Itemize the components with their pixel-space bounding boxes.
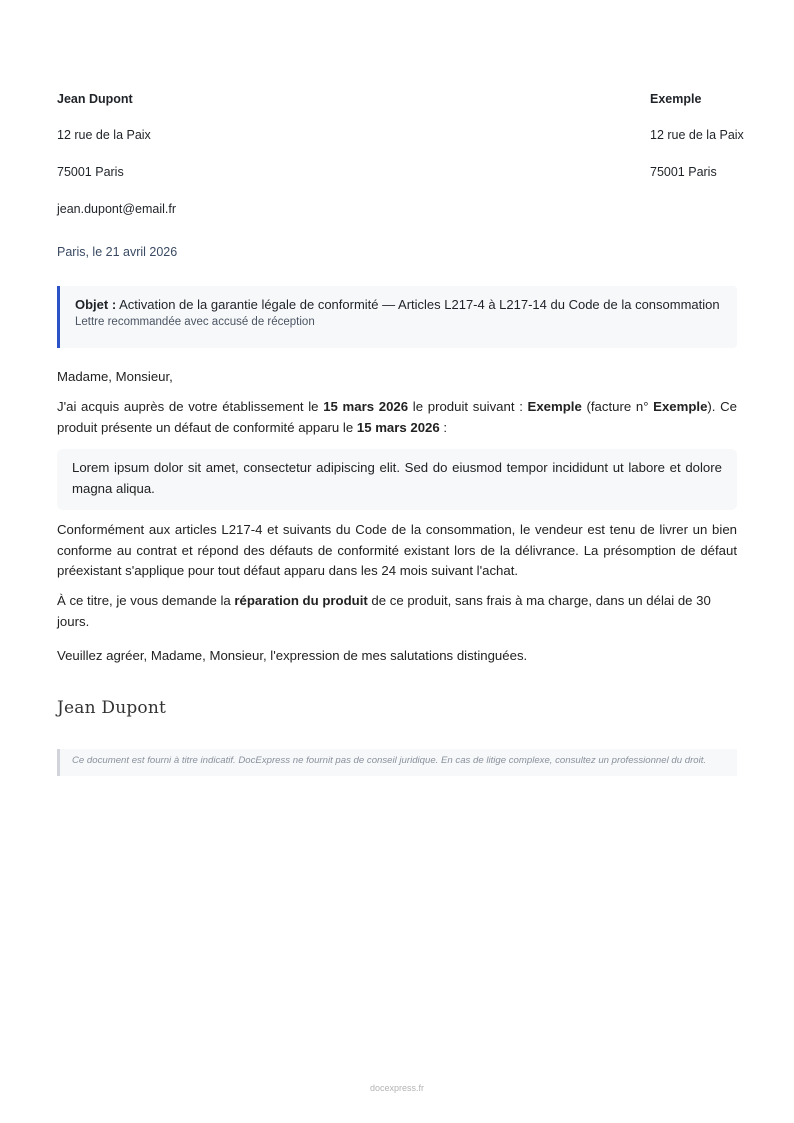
invoice-number: Exemple — [653, 399, 708, 414]
sender-city: 75001 Paris — [57, 165, 124, 179]
text-fragment: À ce titre, je vous demande la — [57, 593, 235, 608]
subject-text: Activation de la garantie légale de conformité — Articles L217-4 à L217-14 du Code de la consommation — [119, 297, 720, 312]
signature: Jean Dupont — [57, 698, 167, 718]
text-fragment: le produit suivant : — [408, 399, 528, 414]
text-fragment: ). Ce produit présente un défaut de conformité apparu le — [57, 399, 737, 435]
date-line: Paris, le 21 avril 2026 — [57, 245, 178, 259]
sender-street: 12 rue de la Paix — [57, 128, 151, 142]
salutation: Madame, Monsieur, — [57, 369, 173, 384]
defect-date: 15 mars 2026 — [356, 419, 440, 435]
recipient-city: 75001 Paris — [650, 165, 717, 179]
text-fragment: : — [439, 419, 448, 435]
closing-formula: Veuillez agréer, Madame, Monsieur, l'expression de mes salutations distinguées. — [57, 648, 528, 663]
text-fragment: J'ai acquis auprès de votre établissement le — [57, 399, 324, 414]
requested-remedy: réparation du produit — [234, 593, 368, 608]
disclaimer: Ce document est fourni à titre indicatif. DocExpress ne fournit pas de conseil juridique. En cas de litige complexe, consultez un professionnel du droit. — [57, 749, 737, 776]
subject-box — [57, 286, 737, 348]
sender-name: Jean Dupont — [57, 92, 133, 106]
subject-label: Objet : — [75, 297, 117, 312]
defect-description: Lorem ipsum dolor sit amet, consectetur adipiscing elit. Sed do eiusmod tempor incididunt ut labore et dolore magna aliqua. — [57, 449, 737, 510]
paragraph-request — [57, 591, 737, 632]
subject-line — [75, 297, 722, 312]
recipient-street: 12 rue de la Paix — [650, 128, 744, 142]
delivery-mode: Lettre recommandée avec accusé de réception — [75, 316, 315, 328]
paragraph-legal: Conformément aux articles L217-4 et suivants du Code de la consommation, le vendeur est tenu de livrer un bien conforme au contrat et répond des défauts de conformité existant lors de la délivrance. La présomption de défaut préexistant s'applique pour tout défaut apparu dans les 24 mois suivant l'achat. — [57, 522, 737, 578]
text-fragment: (facture n° — [581, 399, 654, 414]
sender-email: jean.dupont@email.fr — [57, 202, 177, 216]
text-fragment: de ce produit, sans frais à ma charge, dans un délai de 30 jours. — [57, 593, 711, 629]
footer-brand: docexpress.fr — [369, 1083, 425, 1093]
recipient-name: Exemple — [650, 92, 702, 106]
paragraph-purchase — [57, 397, 737, 438]
product-name: Exemple — [527, 399, 582, 414]
purchase-date: 15 mars 2026 — [323, 399, 409, 414]
